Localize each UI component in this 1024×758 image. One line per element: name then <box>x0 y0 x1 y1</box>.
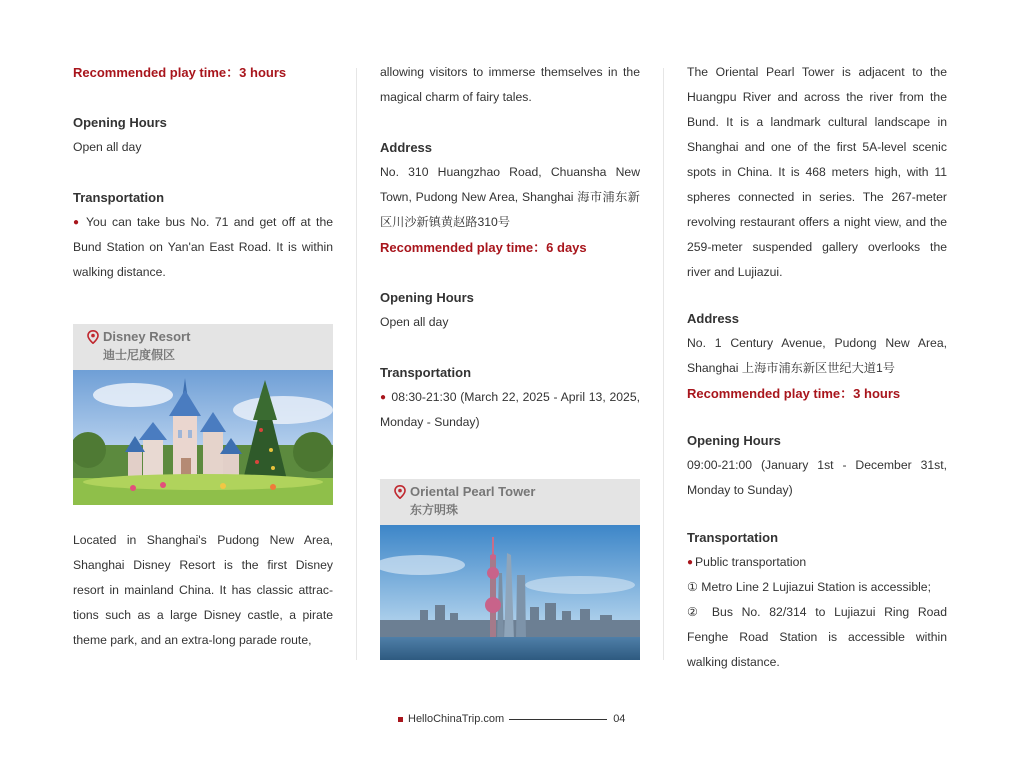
column-3 <box>687 60 947 675</box>
disney-description: Located in Shanghai's Pudong New Area, Shanghai Disney Resort is the first Disney resort in mainland China. It has classic attrac-tions such as a large Disney castle, a pirate theme park, and an extra-long parade route, <box>73 533 333 647</box>
transportation-item: ● You can take bus No. 71 and get off at the Bund Station on Yan'an East Road. It is within walking distance. <box>73 215 334 279</box>
location-pin-icon <box>394 485 406 499</box>
transportation-heading: Transportation <box>380 365 472 380</box>
transport-item-2: ② Bus No. 82/314 to Lujiazui Ring Road Fenghe Road Station is accessible within walking distance. <box>687 605 947 669</box>
page-footer <box>398 711 628 727</box>
column-divider-2 <box>663 68 664 660</box>
recommended-play-time: Recommended play time：3 hours <box>73 65 287 80</box>
oriental-pearl-caption <box>380 479 640 525</box>
transportation-intro: ● Public transportation <box>687 555 807 569</box>
oriental-pearl-description: The Oriental Pearl Tower is adjacent to the Huangpu River and across the river from the Bund. It is a landmark cultural landscape in Shanghai and one of the first 5A-level scenic spots in China. It is 468 meters high, with 11 spheres connected in series. The 267-meter revolving restaurant offers a night view, and the 259-meter suspended gallery overlooks the river and Lujiazui. <box>687 65 947 279</box>
column-1 <box>73 60 333 653</box>
opening-hours-heading: Opening Hours <box>380 290 474 305</box>
place-name-en: Disney Resort <box>103 329 191 344</box>
place-name-en: Oriental Pearl Tower <box>410 484 536 499</box>
transportation-item: ● 08:30-21:30 (March 22, 2025 - April 13, 2025, Monday - Sunday) <box>380 390 640 429</box>
opening-hours-value: 09:00-21:00 (January 1st - December 31st, Monday to Sunday) <box>687 458 947 497</box>
opening-hours-heading: Opening Hours <box>73 115 167 130</box>
shanghai-skyline-photo <box>380 525 640 660</box>
transportation-heading: Transportation <box>687 530 779 545</box>
place-name-zh: 迪士尼度假区 <box>103 348 176 362</box>
footer-site: HelloChinaTrip.com <box>408 713 505 725</box>
opening-hours-value: Open all day <box>73 140 142 154</box>
page-number: 04 <box>613 713 626 725</box>
location-pin-icon <box>87 330 99 344</box>
disney-castle-photo <box>73 370 333 505</box>
disney-description-continued: allowing visitors to immerse themselves in the magical charm of fairy tales. <box>380 65 640 104</box>
footer-rule <box>509 719 607 720</box>
transport-item-1: ① Metro Line 2 Lujiazui Station is accessible; <box>687 580 931 594</box>
recommended-play-time: Recommended play time：6 days <box>380 240 587 255</box>
address-value: No. 310 Huangzhao Road, Chuansha New Town, Pudong New Area, Shanghai 海市浦东新区川沙新镇黄赵路310号 <box>380 165 640 229</box>
recommended-play-time: Recommended play time：3 hours <box>687 386 901 401</box>
place-name-zh: 东方明珠 <box>410 503 459 517</box>
disney-resort-caption <box>73 324 333 370</box>
address-heading: Address <box>380 140 433 155</box>
transportation-heading: Transportation <box>73 190 165 205</box>
opening-hours-value: Open all day <box>380 315 449 329</box>
bullet-dot-icon: ● <box>380 392 387 403</box>
column-divider-1 <box>356 68 357 660</box>
address-heading: Address <box>687 311 740 326</box>
bullet-dot-icon: ● <box>687 557 694 568</box>
column-2 <box>380 60 640 660</box>
opening-hours-heading: Opening Hours <box>687 433 781 448</box>
bullet-dot-icon: ● <box>73 217 82 228</box>
footer-square-icon <box>398 717 403 722</box>
address-value: No. 1 Century Avenue, Pudong New Area, Shanghai 上海市浦东新区世纪大道1号 <box>687 336 947 375</box>
